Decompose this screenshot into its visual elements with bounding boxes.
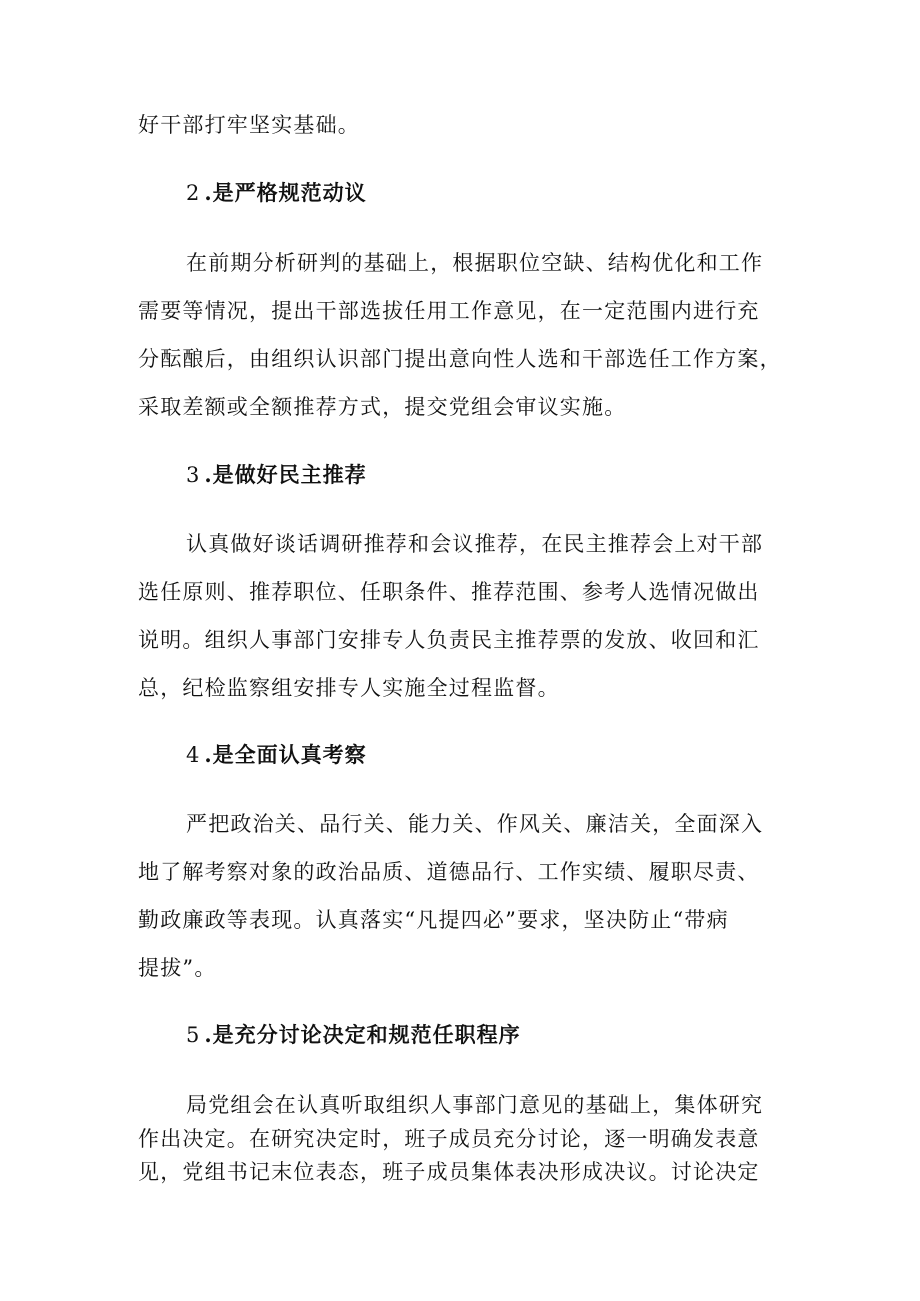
section-number: 3 bbox=[186, 463, 201, 487]
section-3-line-3: 说明。组织人事部门安排专人负责民主推荐票的发放、收回和汇 bbox=[138, 628, 760, 652]
section-3-heading bbox=[186, 460, 367, 490]
section-number: 5 bbox=[186, 1023, 201, 1047]
section-5-heading bbox=[186, 1020, 521, 1050]
section-number: 4 bbox=[186, 743, 201, 767]
section-title: .是充分讨论决定和规范任职程序 bbox=[204, 1022, 521, 1047]
section-2-line-3: 分酝酿后，由组织认识部门提出意向性人选和干部选任工作方案， bbox=[138, 347, 782, 371]
section-number: 2 bbox=[186, 181, 201, 205]
section-5-line-3: 见，党组书记末位表态，班子成员集体表决形成决议。讨论决定 bbox=[138, 1160, 760, 1184]
section-2-line-4: 采取差额或全额推荐方式，提交党组会审议实施。 bbox=[138, 395, 627, 419]
section-4-heading bbox=[186, 740, 367, 770]
section-4-line-3: 勤政廉政等表现。认真落实“凡提四必”要求，坚决防止“带病 bbox=[138, 908, 729, 932]
section-5-line-1: 局党组会在认真听取组织人事部门意见的基础上，集体研究 bbox=[186, 1093, 764, 1117]
section-2-line-1: 在前期分析研判的基础上，根据职位空缺、结构优化和工作 bbox=[186, 251, 764, 275]
section-2-heading bbox=[186, 178, 367, 208]
section-4-line-2: 地了解考察对象的政治品质、道德品行、工作实绩、履职尽责、 bbox=[138, 860, 760, 884]
intro-line-1: 好干部打牢坚实基础。 bbox=[138, 113, 360, 137]
section-3-line-2: 选任原则、推荐职位、任职条件、推荐范围、参考人选情况做出 bbox=[138, 580, 760, 604]
section-3-line-4: 总，纪检监察组安排专人实施全过程监督。 bbox=[138, 676, 560, 700]
section-3-line-1: 认真做好谈话调研推荐和会议推荐，在民主推荐会上对干部 bbox=[186, 532, 764, 556]
section-title: .是全面认真考察 bbox=[204, 742, 367, 767]
section-title: .是做好民主推荐 bbox=[204, 462, 367, 487]
section-5-line-2: 作出决定。在研究决定时，班子成员充分讨论，逐一明确发表意 bbox=[138, 1127, 760, 1151]
section-4-line-1: 严把政治关、品行关、能力关、作风关、廉洁关，全面深入 bbox=[186, 812, 764, 836]
section-4-line-4: 提拔”。 bbox=[138, 956, 217, 980]
section-title: .是严格规范动议 bbox=[204, 180, 367, 205]
section-2-line-2: 需要等情况，提出干部选拔任用工作意见，在一定范围内进行充 bbox=[138, 299, 760, 323]
